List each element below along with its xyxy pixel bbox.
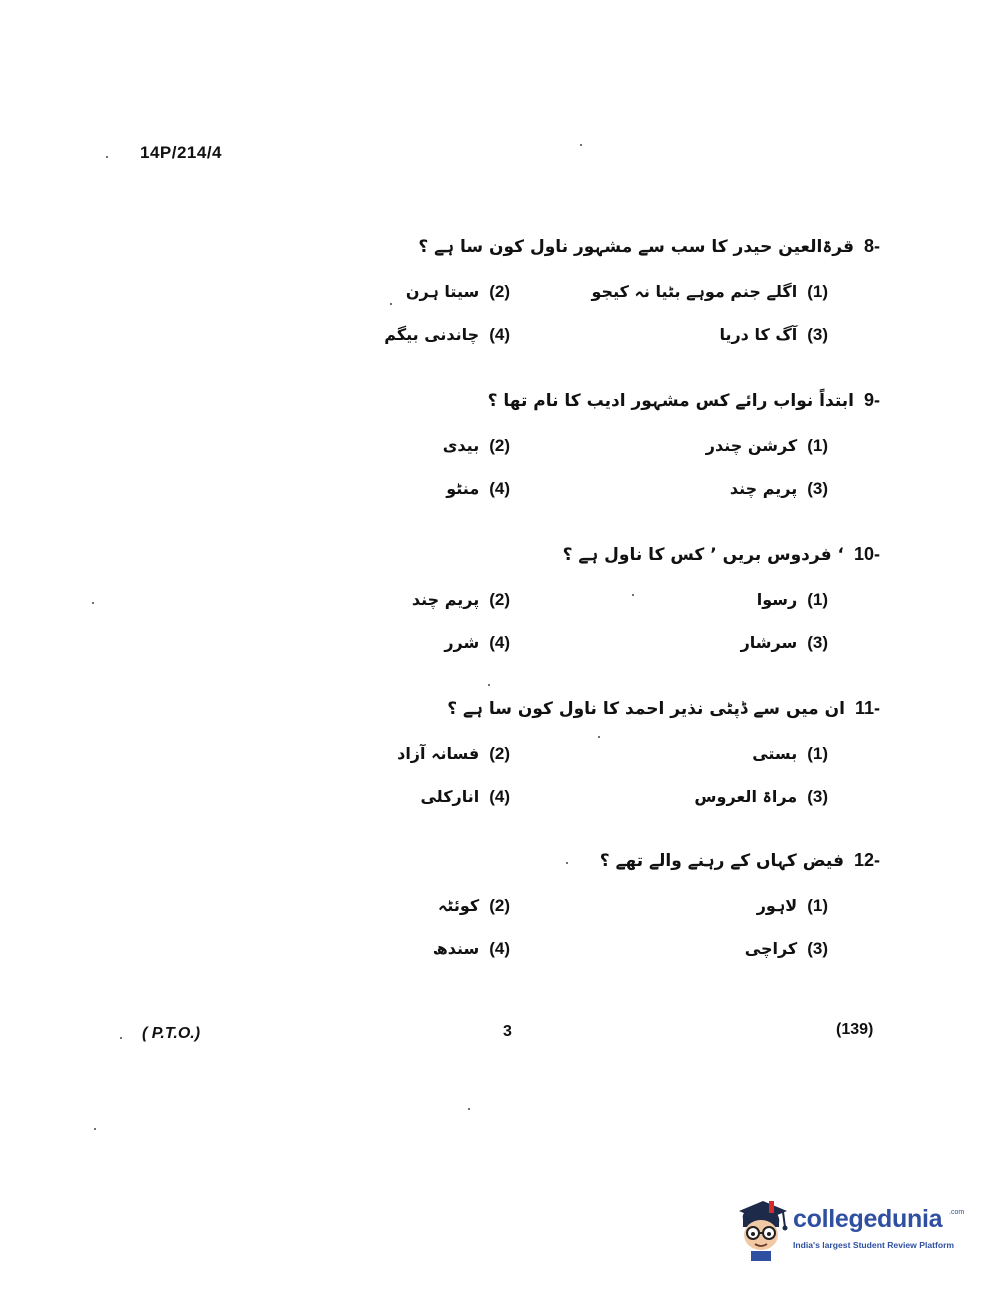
- collegedunia-watermark: [733, 1197, 963, 1267]
- option-2: [443, 436, 510, 456]
- option-number: (3): [807, 939, 828, 958]
- option-number: (3): [807, 787, 828, 806]
- option-3: [745, 939, 828, 959]
- option-1: [757, 896, 828, 916]
- option-2: [438, 896, 510, 916]
- scan-speck: [390, 303, 392, 305]
- option-1: [752, 744, 828, 764]
- option-text: سرشار: [740, 633, 798, 652]
- question-10: [380, 544, 880, 674]
- option-4: [446, 479, 510, 499]
- option-3: [694, 787, 828, 807]
- option-text: چاندنی بیگم: [384, 325, 480, 344]
- question-text: ‘ فردوس بریں ’ کس کا ناول ہے ؟: [562, 545, 844, 565]
- question-line: [563, 544, 880, 565]
- option-number: (2): [489, 436, 510, 455]
- question-9: [380, 390, 880, 520]
- option-number: (4): [489, 939, 510, 958]
- scan-speck: [92, 602, 94, 604]
- option-number: (4): [489, 479, 510, 498]
- option-text: منٹو: [446, 479, 480, 498]
- question-8: [380, 236, 880, 366]
- brand-tagline: India's largest Student Review Platform: [793, 1240, 955, 1250]
- scan-speck: [580, 144, 582, 146]
- question-line: [488, 390, 880, 411]
- option-number: (2): [489, 896, 510, 915]
- option-number: (1): [807, 744, 828, 763]
- scan-speck: [632, 594, 634, 596]
- scan-speck: [566, 862, 568, 864]
- question-line: [600, 850, 880, 871]
- option-2: [406, 282, 510, 302]
- option-1: [706, 436, 828, 456]
- option-number: (4): [489, 787, 510, 806]
- option-text: انارکلی: [420, 787, 480, 806]
- scan-speck: [106, 156, 108, 158]
- option-number: (3): [807, 325, 828, 344]
- option-text: سندھ: [432, 939, 480, 958]
- booklet-code: (139): [836, 1021, 874, 1038]
- question-12: [380, 850, 880, 980]
- option-number: (2): [489, 744, 510, 763]
- option-text: اگلے جنم موہے بٹیا نہ کیجو: [591, 282, 798, 301]
- option-number: (4): [489, 325, 510, 344]
- brand-name: collegedunia: [793, 1205, 943, 1233]
- option-4: [433, 939, 510, 959]
- option-text: کرشن چندر: [705, 436, 798, 455]
- question-text: قرۃالعین حیدر کا سب سے مشہور ناول کون سا ہے ؟: [418, 237, 854, 257]
- paper-code: 14P/214/4: [140, 143, 223, 162]
- page-number: 3: [503, 1023, 512, 1040]
- option-text: فسانہ آزاد: [397, 744, 480, 763]
- question-text: فیض کہاں کے رہنے والے تھے ؟: [599, 851, 844, 871]
- option-4: [384, 325, 510, 345]
- question-number: 9-: [863, 390, 880, 410]
- option-number: (1): [807, 590, 828, 609]
- option-number: (1): [807, 436, 828, 455]
- option-number: (2): [489, 590, 510, 609]
- option-text: کراچی: [744, 939, 798, 958]
- scan-speck: [120, 1037, 122, 1039]
- option-3: [730, 479, 828, 499]
- option-text: پریم چند: [411, 590, 480, 609]
- option-number: (3): [807, 633, 828, 652]
- scan-speck: [468, 1108, 470, 1110]
- question-line: [447, 698, 880, 719]
- scan-speck: [598, 736, 600, 738]
- option-3: [741, 633, 828, 653]
- question-number: 8-: [863, 236, 880, 256]
- option-2: [412, 590, 510, 610]
- option-2: [397, 744, 510, 764]
- option-text: بیدی: [442, 436, 480, 455]
- option-text: مراۃ العروس: [694, 787, 798, 806]
- option-text: آگ کا دریا: [719, 325, 798, 344]
- option-number: (1): [807, 282, 828, 301]
- question-line: [418, 236, 880, 257]
- option-4: [420, 787, 510, 807]
- scan-speck: [488, 684, 490, 686]
- option-1: [757, 590, 828, 610]
- option-text: بستی: [752, 744, 798, 763]
- option-text: سیتا ہرن: [405, 282, 480, 301]
- option-text: شرر: [444, 633, 480, 652]
- question-text: ابتداً نواب رائے کس مشہور ادیب کا نام تھا ؟: [487, 391, 854, 411]
- mascot-logo-icon: [733, 1197, 791, 1263]
- option-number: (4): [489, 633, 510, 652]
- option-4: [444, 633, 510, 653]
- question-number: 12-: [853, 850, 880, 870]
- option-text: لاہور: [756, 896, 798, 915]
- option-3: [719, 325, 828, 345]
- brand-domain: .com: [949, 1209, 965, 1216]
- question-number: 10-: [853, 544, 880, 564]
- option-text: رسوا: [756, 590, 798, 609]
- option-number: (1): [807, 896, 828, 915]
- option-text: پریم چند: [729, 479, 798, 498]
- option-1: [592, 282, 828, 302]
- option-number: (3): [807, 479, 828, 498]
- question-number: 11-: [854, 698, 880, 718]
- question-text: ان میں سے ڈپٹی نذیر احمد کا ناول کون سا ہے ؟: [447, 699, 845, 719]
- pto-label: ( P.T.O.): [142, 1025, 201, 1042]
- option-number: (2): [489, 282, 510, 301]
- question-11: [380, 698, 880, 828]
- option-text: کوئٹہ: [437, 896, 480, 915]
- scan-speck: [94, 1128, 96, 1130]
